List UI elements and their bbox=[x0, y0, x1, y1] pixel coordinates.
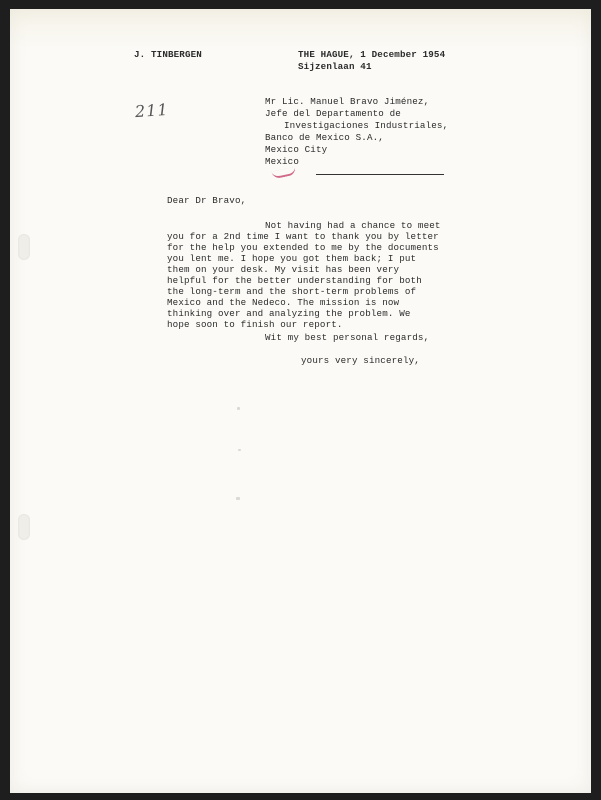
body-line: Not having had a chance to meet bbox=[265, 220, 441, 231]
paper-speck bbox=[238, 449, 241, 451]
body-line: you for a 2nd time I want to thank you by letter bbox=[167, 231, 439, 242]
recipient-line: Mexico City bbox=[265, 144, 328, 155]
body-line: Mexico and the Nedeco. The mission is now bbox=[167, 297, 400, 308]
closing-line: yours very sincerely, bbox=[301, 355, 420, 366]
handwritten-file-number: 211 bbox=[134, 99, 170, 122]
sender-name: J. TINBERGEN bbox=[134, 49, 202, 60]
body-line: hope soon to finish our report. bbox=[167, 319, 343, 330]
paper-speck bbox=[237, 407, 240, 410]
body-line: the long-term and the short-term problems of bbox=[167, 286, 417, 297]
paper-speck bbox=[236, 497, 240, 500]
recipient-line: Mr Lic. Manuel Bravo Jiménez, bbox=[265, 96, 430, 107]
body-line: helpful for the better understanding for both bbox=[167, 275, 422, 286]
address-underline bbox=[316, 174, 444, 175]
salutation: Dear Dr Bravo, bbox=[167, 195, 247, 206]
letter-page bbox=[10, 9, 591, 793]
recipient-line: Investigaciones Industriales, bbox=[284, 120, 449, 131]
body-line: you lent me. I hope you got them back; I put bbox=[167, 253, 417, 264]
recipient-line: Mexico bbox=[265, 156, 299, 167]
body-line: for the help you extended to me by the documents bbox=[167, 242, 439, 253]
sender-address: Sijzenlaan 41 bbox=[298, 61, 372, 72]
place-date: THE HAGUE, 1 December 1954 bbox=[298, 49, 446, 60]
recipient-line: Banco de Mexico S.A., bbox=[265, 132, 384, 143]
punch-hole bbox=[18, 514, 30, 540]
body-line: them on your desk. My visit has been very bbox=[167, 264, 400, 275]
regards-line: Wit my best personal regards, bbox=[265, 332, 430, 343]
body-line: thinking over and analyzing the problem. We bbox=[167, 308, 411, 319]
red-pencil-mark bbox=[271, 167, 296, 180]
recipient-line: Jefe del Departamento de bbox=[265, 108, 401, 119]
punch-hole bbox=[18, 234, 30, 260]
